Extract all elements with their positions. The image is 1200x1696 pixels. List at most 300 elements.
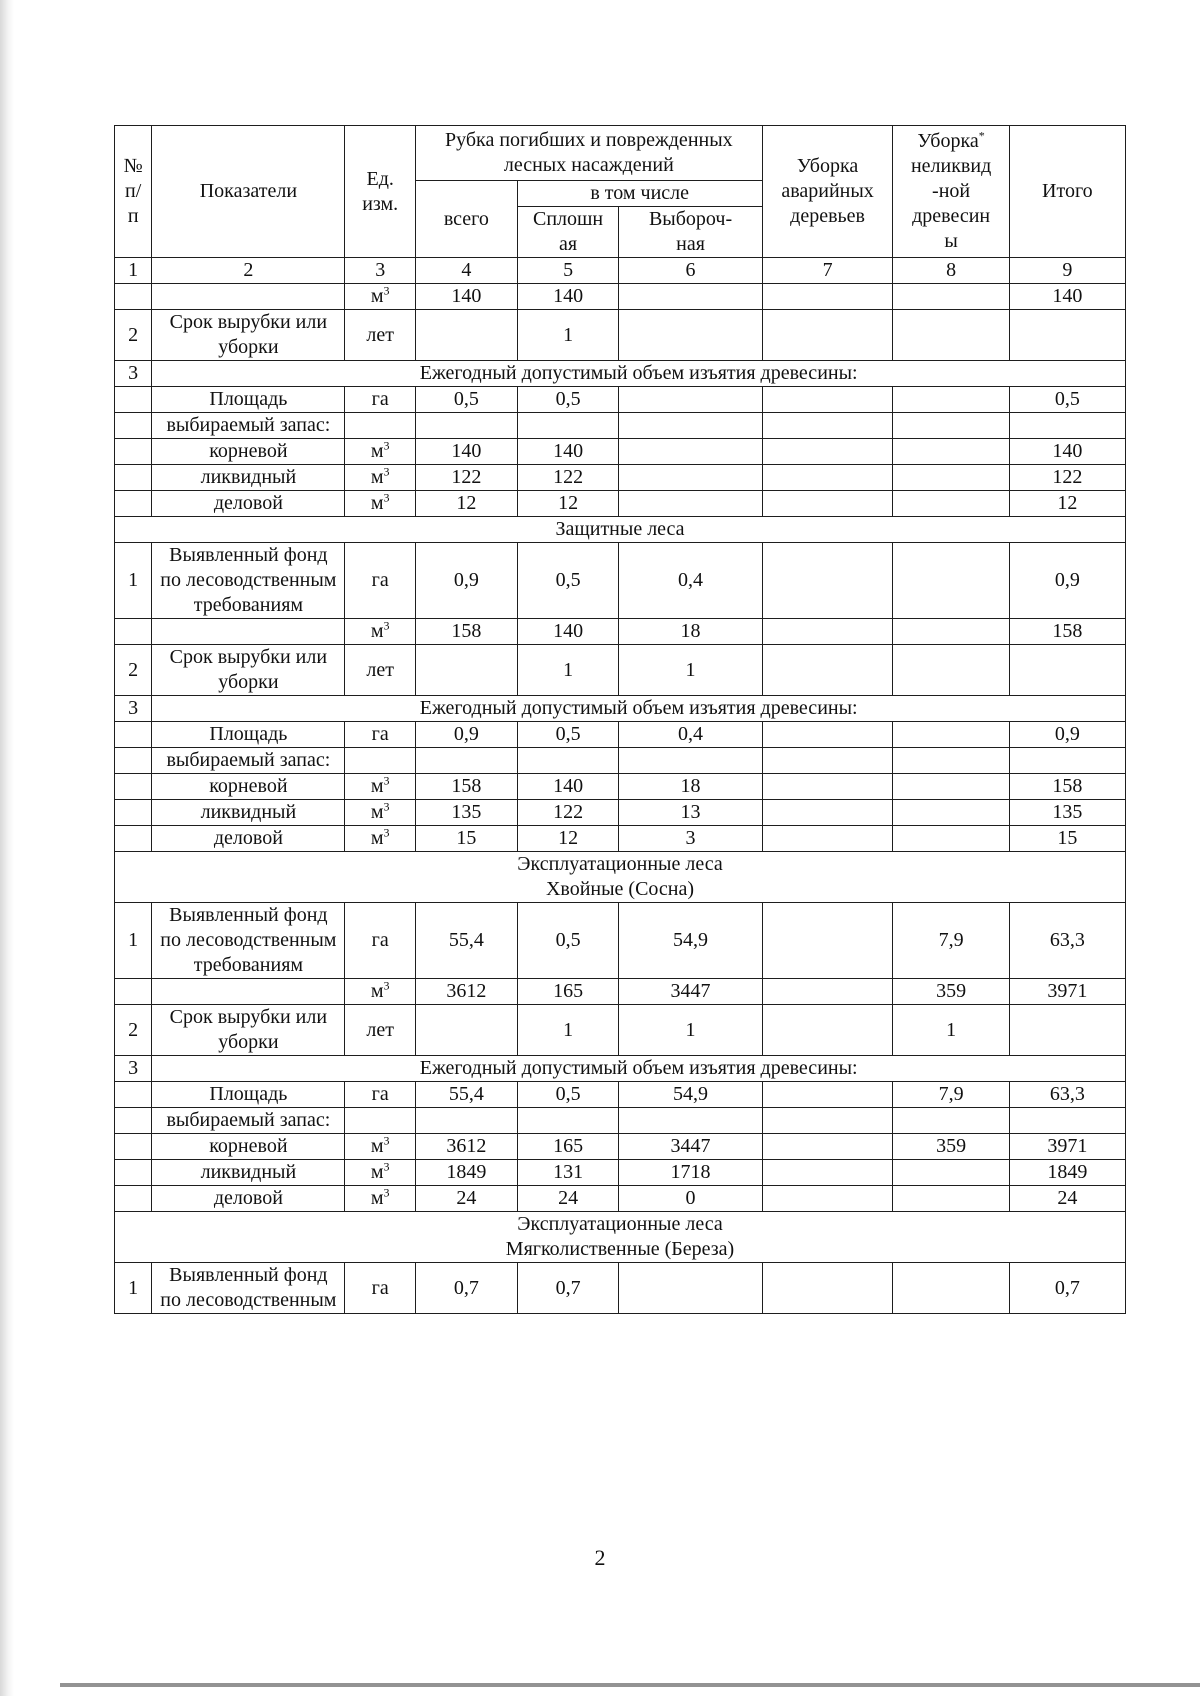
table-row <box>115 284 1126 310</box>
header-row-1 <box>115 126 1126 181</box>
value-cell <box>893 722 1009 748</box>
value-cell: 140 <box>517 619 619 645</box>
header-illiquid-wood <box>893 126 1009 258</box>
row-number: 1 <box>115 903 152 979</box>
value-cell <box>762 491 893 517</box>
table-row <box>115 979 1126 1005</box>
value-cell: 1 <box>517 645 619 696</box>
unit-m: м <box>370 775 384 797</box>
section-row <box>115 1056 1126 1082</box>
value-cell <box>893 543 1009 619</box>
value-cell <box>762 1263 893 1314</box>
value-cell <box>415 413 517 439</box>
table-row <box>115 800 1126 826</box>
value-cell <box>762 722 893 748</box>
value-cell <box>893 491 1009 517</box>
table-row <box>115 491 1126 517</box>
row-number <box>115 439 152 465</box>
value-cell <box>619 310 762 361</box>
header-illiquid-post: неликвид -ной древесин ы <box>910 155 992 252</box>
value-cell <box>762 1160 893 1186</box>
table-row <box>115 413 1126 439</box>
value-cell <box>1009 1108 1125 1134</box>
value-cell: 0,5 <box>517 387 619 413</box>
value-cell <box>619 387 762 413</box>
value-cell <box>893 619 1009 645</box>
row-number: 1 <box>115 1263 152 1314</box>
indicator-name: Выявленный фонд по лесоводственным <box>152 1263 345 1314</box>
table-row <box>115 748 1126 774</box>
unit-m: м <box>370 980 384 1002</box>
value-cell: 359 <box>893 979 1009 1005</box>
header-unit: Ед. изм. <box>345 126 416 258</box>
subsection-title: Ежегодный допустимый объем изъятия древесины: <box>152 361 1126 387</box>
value-cell <box>762 1005 893 1056</box>
section-title: Эксплуатационные леса Хвойные (Сосна) <box>115 852 1126 903</box>
header-num: № п/ п <box>115 126 152 258</box>
header-itogo: Итого <box>1009 126 1125 258</box>
forest-felling-table <box>114 125 1126 1314</box>
table-row <box>115 439 1126 465</box>
value-cell: 122 <box>517 465 619 491</box>
value-cell: 0,4 <box>619 722 762 748</box>
unit-cell: га <box>345 387 416 413</box>
table-row <box>115 1108 1126 1134</box>
unit-cell <box>345 491 416 517</box>
unit-cell <box>345 413 416 439</box>
value-cell <box>893 413 1009 439</box>
value-cell <box>517 413 619 439</box>
page-shadow-edge <box>0 0 14 1696</box>
row-number: 3 <box>115 1056 152 1082</box>
value-cell <box>619 439 762 465</box>
value-cell: 3612 <box>415 1134 517 1160</box>
unit-m-superscript: 3 <box>383 1133 390 1148</box>
value-cell: 3971 <box>1009 1134 1125 1160</box>
col-number: 3 <box>345 258 416 284</box>
value-cell <box>762 1082 893 1108</box>
value-cell <box>619 284 762 310</box>
value-cell <box>762 310 893 361</box>
table-row <box>115 1082 1126 1108</box>
unit-cell <box>345 774 416 800</box>
row-number <box>115 284 152 310</box>
value-cell: 0,5 <box>517 903 619 979</box>
value-cell: 12 <box>517 826 619 852</box>
row-number: 3 <box>115 361 152 387</box>
unit-m: м <box>370 1135 384 1157</box>
unit-cell <box>345 826 416 852</box>
unit-cell: га <box>345 903 416 979</box>
indicator-name: деловой <box>152 826 345 852</box>
table-row <box>115 1160 1126 1186</box>
header-illiquid-star: * <box>978 128 985 143</box>
value-cell <box>415 1005 517 1056</box>
unit-cell <box>345 1186 416 1212</box>
header-illiquid-pre: Уборка <box>917 130 979 152</box>
value-cell <box>762 979 893 1005</box>
row-number <box>115 1186 152 1212</box>
value-cell: 7,9 <box>893 903 1009 979</box>
unit-m: м <box>370 440 384 462</box>
value-cell <box>762 413 893 439</box>
row-number <box>115 387 152 413</box>
value-cell <box>893 748 1009 774</box>
table-row <box>115 387 1126 413</box>
row-number <box>115 619 152 645</box>
value-cell: 158 <box>415 619 517 645</box>
value-cell: 1 <box>619 1005 762 1056</box>
unit-m: м <box>370 620 384 642</box>
value-cell <box>893 284 1009 310</box>
table-row <box>115 543 1126 619</box>
value-cell <box>762 645 893 696</box>
value-cell <box>893 826 1009 852</box>
indicator-name: Площадь <box>152 387 345 413</box>
value-cell <box>762 439 893 465</box>
value-cell: 3447 <box>619 979 762 1005</box>
table-row <box>115 1134 1126 1160</box>
section-row <box>115 852 1126 903</box>
value-cell: 3612 <box>415 979 517 1005</box>
unit-cell <box>345 284 416 310</box>
value-cell: 0,7 <box>1009 1263 1125 1314</box>
indicator-name: выбираемый запас: <box>152 413 345 439</box>
value-cell <box>1009 413 1125 439</box>
unit-m-superscript: 3 <box>383 438 390 453</box>
value-cell: 18 <box>619 774 762 800</box>
header-selective: Выбороч- ная <box>619 207 762 258</box>
value-cell <box>517 1108 619 1134</box>
unit-cell <box>345 748 416 774</box>
header-felling-group: Рубка погибших и поврежденных лесных насаждений <box>415 126 762 181</box>
unit-m: м <box>370 1161 384 1183</box>
table-row <box>115 903 1126 979</box>
unit-cell: га <box>345 722 416 748</box>
unit-cell <box>345 439 416 465</box>
value-cell <box>619 413 762 439</box>
indicator-name: Выявленный фонд по лесоводственным требованиям <box>152 543 345 619</box>
value-cell: 7,9 <box>893 1082 1009 1108</box>
indicator-name: выбираемый запас: <box>152 748 345 774</box>
page-number: 2 <box>594 1545 606 1570</box>
indicator-name: Площадь <box>152 1082 345 1108</box>
row-number <box>115 413 152 439</box>
table-row <box>115 465 1126 491</box>
unit-m-superscript: 3 <box>383 490 390 505</box>
value-cell: 1 <box>517 1005 619 1056</box>
value-cell <box>619 491 762 517</box>
value-cell <box>762 284 893 310</box>
value-cell <box>762 619 893 645</box>
value-cell: 13 <box>619 800 762 826</box>
col-number: 6 <box>619 258 762 284</box>
table-row <box>115 826 1126 852</box>
unit-cell: лет <box>345 310 416 361</box>
unit-cell: га <box>345 1263 416 1314</box>
unit-m: м <box>370 285 384 307</box>
value-cell: 140 <box>1009 284 1125 310</box>
value-cell: 3971 <box>1009 979 1125 1005</box>
value-cell <box>762 748 893 774</box>
unit-m-superscript: 3 <box>383 283 390 298</box>
unit-cell: лет <box>345 645 416 696</box>
row-number: 2 <box>115 645 152 696</box>
indicator-name: Срок вырубки или уборки <box>152 310 345 361</box>
value-cell <box>517 748 619 774</box>
value-cell: 0 <box>619 1186 762 1212</box>
row-number <box>115 979 152 1005</box>
value-cell <box>762 543 893 619</box>
indicator-name: Срок вырубки или уборки <box>152 645 345 696</box>
value-cell <box>1009 310 1125 361</box>
header-emergency-trees: Уборка аварийных деревьев <box>762 126 893 258</box>
indicator-name: Срок вырубки или уборки <box>152 1005 345 1056</box>
section-row <box>115 517 1126 543</box>
unit-m-superscript: 3 <box>383 1159 390 1174</box>
row-number <box>115 491 152 517</box>
value-cell: 18 <box>619 619 762 645</box>
value-cell: 0,9 <box>1009 722 1125 748</box>
section-row <box>115 361 1126 387</box>
value-cell <box>893 465 1009 491</box>
indicator-name: деловой <box>152 491 345 517</box>
value-cell <box>893 1160 1009 1186</box>
value-cell: 135 <box>415 800 517 826</box>
col-number: 1 <box>115 258 152 284</box>
value-cell: 0,7 <box>415 1263 517 1314</box>
indicator-name: корневой <box>152 439 345 465</box>
value-cell: 0,5 <box>517 543 619 619</box>
table-row <box>115 310 1126 361</box>
value-cell <box>1009 748 1125 774</box>
unit-cell: га <box>345 1082 416 1108</box>
unit-cell <box>345 800 416 826</box>
value-cell <box>893 645 1009 696</box>
indicator-name <box>152 979 345 1005</box>
row-number <box>115 774 152 800</box>
unit-cell <box>345 619 416 645</box>
unit-m-superscript: 3 <box>383 799 390 814</box>
value-cell <box>619 465 762 491</box>
row-number: 1 <box>115 543 152 619</box>
value-cell: 0,5 <box>517 1082 619 1108</box>
table-row <box>115 774 1126 800</box>
table-row <box>115 1186 1126 1212</box>
value-cell: 1718 <box>619 1160 762 1186</box>
header-including: в том числе <box>517 181 762 207</box>
value-cell <box>415 645 517 696</box>
value-cell: 0,9 <box>415 722 517 748</box>
value-cell: 0,5 <box>415 387 517 413</box>
value-cell <box>893 439 1009 465</box>
value-cell: 55,4 <box>415 903 517 979</box>
header-total: всего <box>415 181 517 258</box>
row-number <box>115 1160 152 1186</box>
value-cell <box>762 387 893 413</box>
indicator-name: ликвидный <box>152 1160 345 1186</box>
unit-m-superscript: 3 <box>383 825 390 840</box>
unit-cell <box>345 1134 416 1160</box>
indicator-name: ликвидный <box>152 465 345 491</box>
table-row <box>115 1263 1126 1314</box>
value-cell: 15 <box>415 826 517 852</box>
value-cell <box>893 1108 1009 1134</box>
row-number: 2 <box>115 1005 152 1056</box>
value-cell <box>762 903 893 979</box>
value-cell <box>762 1134 893 1160</box>
value-cell <box>415 1108 517 1134</box>
value-cell <box>1009 645 1125 696</box>
row-number <box>115 722 152 748</box>
subsection-title: Ежегодный допустимый объем изъятия древесины: <box>152 1056 1126 1082</box>
value-cell <box>893 387 1009 413</box>
table-row <box>115 619 1126 645</box>
value-cell: 63,3 <box>1009 903 1125 979</box>
value-cell: 1 <box>619 645 762 696</box>
header-solid: Сплошн ая <box>517 207 619 258</box>
value-cell: 1849 <box>415 1160 517 1186</box>
value-cell: 140 <box>517 439 619 465</box>
value-cell <box>762 826 893 852</box>
value-cell: 359 <box>893 1134 1009 1160</box>
value-cell: 1 <box>517 310 619 361</box>
value-cell: 15 <box>1009 826 1125 852</box>
col-number: 7 <box>762 258 893 284</box>
value-cell <box>762 465 893 491</box>
page-bottom-edge <box>60 1683 1200 1687</box>
unit-m-superscript: 3 <box>383 978 390 993</box>
unit-m: м <box>370 1187 384 1209</box>
value-cell: 24 <box>415 1186 517 1212</box>
section-title: Эксплуатационные леса Мягколиственные (Береза) <box>115 1212 1126 1263</box>
value-cell: 0,9 <box>1009 543 1125 619</box>
indicator-name: деловой <box>152 1186 345 1212</box>
value-cell: 24 <box>517 1186 619 1212</box>
unit-m: м <box>370 827 384 849</box>
value-cell <box>619 1263 762 1314</box>
value-cell: 140 <box>415 284 517 310</box>
value-cell <box>893 1186 1009 1212</box>
value-cell <box>893 1263 1009 1314</box>
value-cell: 3 <box>619 826 762 852</box>
unit-m-superscript: 3 <box>383 1185 390 1200</box>
row-number: 3 <box>115 696 152 722</box>
row-number <box>115 1134 152 1160</box>
unit-cell <box>345 1108 416 1134</box>
value-cell <box>762 800 893 826</box>
value-cell <box>619 1108 762 1134</box>
row-number <box>115 1108 152 1134</box>
value-cell: 158 <box>1009 619 1125 645</box>
row-number <box>115 465 152 491</box>
value-cell: 140 <box>1009 439 1125 465</box>
value-cell: 122 <box>415 465 517 491</box>
value-cell <box>762 1108 893 1134</box>
unit-cell <box>345 465 416 491</box>
indicator-name <box>152 284 345 310</box>
value-cell: 135 <box>1009 800 1125 826</box>
row-number <box>115 800 152 826</box>
table-row <box>115 645 1126 696</box>
value-cell: 55,4 <box>415 1082 517 1108</box>
section-row <box>115 1212 1126 1263</box>
col-number: 9 <box>1009 258 1125 284</box>
value-cell <box>619 748 762 774</box>
unit-m: м <box>370 492 384 514</box>
subsection-title: Ежегодный допустимый объем изъятия древесины: <box>152 696 1126 722</box>
header-indicators: Показатели <box>152 126 345 258</box>
unit-cell <box>345 1160 416 1186</box>
section-title: Защитные леса <box>115 517 1126 543</box>
value-cell: 3447 <box>619 1134 762 1160</box>
col-number: 2 <box>152 258 345 284</box>
table-row <box>115 1005 1126 1056</box>
unit-cell <box>345 979 416 1005</box>
value-cell: 0,5 <box>517 722 619 748</box>
indicator-name: Площадь <box>152 722 345 748</box>
table-row <box>115 722 1126 748</box>
row-number <box>115 1082 152 1108</box>
value-cell: 158 <box>1009 774 1125 800</box>
value-cell: 140 <box>517 284 619 310</box>
value-cell: 12 <box>415 491 517 517</box>
value-cell: 122 <box>517 800 619 826</box>
indicator-name: выбираемый запас: <box>152 1108 345 1134</box>
value-cell: 12 <box>1009 491 1125 517</box>
value-cell: 54,9 <box>619 1082 762 1108</box>
col-number: 4 <box>415 258 517 284</box>
value-cell: 122 <box>1009 465 1125 491</box>
row-number <box>115 748 152 774</box>
unit-m-superscript: 3 <box>383 618 390 633</box>
value-cell: 158 <box>415 774 517 800</box>
indicator-name <box>152 619 345 645</box>
value-cell <box>415 748 517 774</box>
value-cell: 1 <box>893 1005 1009 1056</box>
unit-m: м <box>370 801 384 823</box>
column-number-row <box>115 258 1126 284</box>
value-cell: 1849 <box>1009 1160 1125 1186</box>
row-number <box>115 826 152 852</box>
value-cell: 165 <box>517 1134 619 1160</box>
value-cell: 165 <box>517 979 619 1005</box>
col-number: 5 <box>517 258 619 284</box>
unit-m: м <box>370 466 384 488</box>
value-cell <box>893 800 1009 826</box>
unit-cell: лет <box>345 1005 416 1056</box>
indicator-name: корневой <box>152 1134 345 1160</box>
section-row <box>115 696 1126 722</box>
row-number: 2 <box>115 310 152 361</box>
value-cell: 140 <box>517 774 619 800</box>
value-cell: 24 <box>1009 1186 1125 1212</box>
value-cell: 0,5 <box>1009 387 1125 413</box>
indicator-name: Выявленный фонд по лесоводственным требованиям <box>152 903 345 979</box>
value-cell: 0,4 <box>619 543 762 619</box>
value-cell: 0,9 <box>415 543 517 619</box>
value-cell <box>893 774 1009 800</box>
indicator-name: ликвидный <box>152 800 345 826</box>
indicator-name: корневой <box>152 774 345 800</box>
unit-m-superscript: 3 <box>383 464 390 479</box>
value-cell: 131 <box>517 1160 619 1186</box>
value-cell: 0,7 <box>517 1263 619 1314</box>
value-cell <box>415 310 517 361</box>
value-cell: 63,3 <box>1009 1082 1125 1108</box>
value-cell <box>762 774 893 800</box>
value-cell <box>762 1186 893 1212</box>
